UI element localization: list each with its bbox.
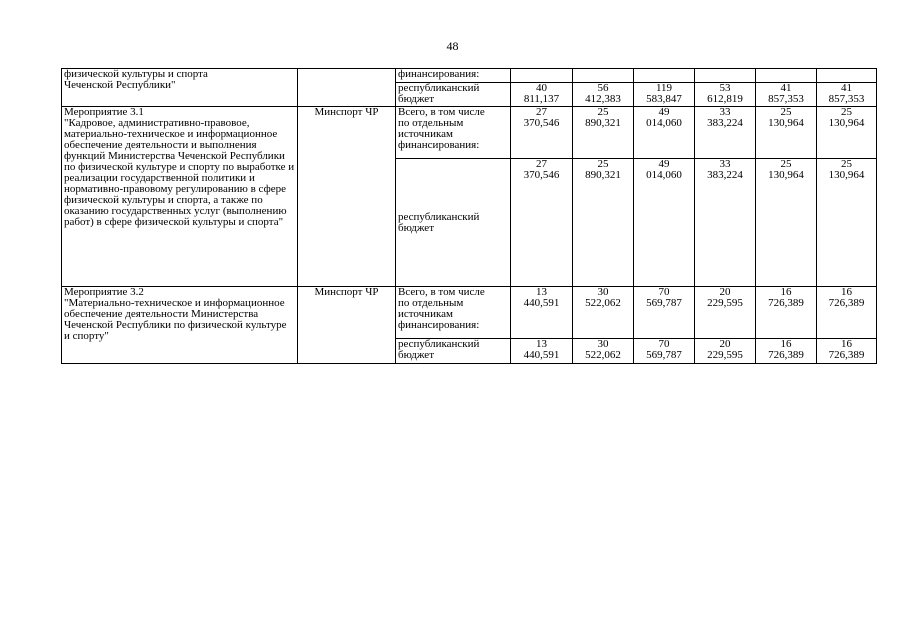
value-cell: 25 130,964 bbox=[756, 159, 817, 287]
table-row bbox=[62, 107, 877, 159]
value-cell: 25 890,321 bbox=[573, 159, 634, 287]
value-cell: 20 229,595 bbox=[695, 339, 756, 364]
value-cell: 49 014,060 bbox=[634, 159, 695, 287]
source-cell: республиканский бюджет bbox=[396, 339, 511, 364]
activity-name-cell: Мероприятие 3.1 "Кадровое, административно-правовое, материально-техническое и информационное обеспечение деятельности и выполнения функций Министерства Чеченской Республики по физической культуре и спорту по выработке и реализации государственной политики и нормативно-правовому регулированию в сфере физической культуры и спорта, а также по оказанию государственных услуг (выполнению работ) в сфере физической культуры и спорта" bbox=[62, 107, 298, 287]
value-cell: 16 726,389 bbox=[756, 339, 817, 364]
value-cell: 33 383,224 bbox=[695, 159, 756, 287]
value-cell: 49 014,060 bbox=[634, 107, 695, 159]
value-cell bbox=[695, 69, 756, 83]
source-cell: финансирования: bbox=[396, 69, 511, 83]
value-cell: 56 412,383 bbox=[573, 83, 634, 107]
table-row bbox=[62, 287, 877, 339]
value-cell: 27 370,546 bbox=[511, 107, 573, 159]
value-cell bbox=[573, 69, 634, 83]
executor-cell: Минспорт ЧР bbox=[298, 287, 396, 364]
source-cell: республиканский бюджет bbox=[396, 159, 511, 287]
source-cell: Всего, в том числе по отдельным источникам финансирования: bbox=[396, 287, 511, 339]
activity-name-cell: физической культуры и спорта Чеченской Республики" bbox=[62, 69, 298, 107]
page-number: 48 bbox=[446, 39, 459, 53]
value-cell: 30 522,062 bbox=[573, 339, 634, 364]
value-cell: 25 130,964 bbox=[817, 159, 877, 287]
value-cell: 13 440,591 bbox=[511, 339, 573, 364]
value-cell: 70 569,787 bbox=[634, 339, 695, 364]
value-cell: 41 857,353 bbox=[817, 83, 877, 107]
value-cell: 16 726,389 bbox=[817, 287, 877, 339]
value-cell: 70 569,787 bbox=[634, 287, 695, 339]
value-cell bbox=[511, 69, 573, 83]
value-cell bbox=[756, 69, 817, 83]
source-cell: республиканский бюджет bbox=[396, 83, 511, 107]
value-cell: 53 612,819 bbox=[695, 83, 756, 107]
value-cell: 25 890,321 bbox=[573, 107, 634, 159]
value-cell: 119 583,847 bbox=[634, 83, 695, 107]
value-cell: 41 857,353 bbox=[756, 83, 817, 107]
value-cell: 16 726,389 bbox=[756, 287, 817, 339]
value-cell bbox=[634, 69, 695, 83]
value-cell bbox=[817, 69, 877, 83]
value-cell: 20 229,595 bbox=[695, 287, 756, 339]
executor-cell bbox=[298, 69, 396, 107]
executor-cell: Минспорт ЧР bbox=[298, 107, 396, 287]
value-cell: 16 726,389 bbox=[817, 339, 877, 364]
table-row bbox=[62, 69, 877, 83]
activity-name-cell: Мероприятие 3.2 "Материально-техническое и информационное обеспечение деятельности Министерства Чеченской Республики по физической культуре и спорту" bbox=[62, 287, 298, 364]
source-cell: Всего, в том числе по отдельным источникам финансирования: bbox=[396, 107, 511, 159]
value-cell: 25 130,964 bbox=[756, 107, 817, 159]
value-cell: 33 383,224 bbox=[695, 107, 756, 159]
funding-table bbox=[61, 68, 877, 364]
value-cell: 30 522,062 bbox=[573, 287, 634, 339]
value-cell: 27 370,546 bbox=[511, 159, 573, 287]
value-cell: 40 811,137 bbox=[511, 83, 573, 107]
value-cell: 25 130,964 bbox=[817, 107, 877, 159]
value-cell: 13 440,591 bbox=[511, 287, 573, 339]
